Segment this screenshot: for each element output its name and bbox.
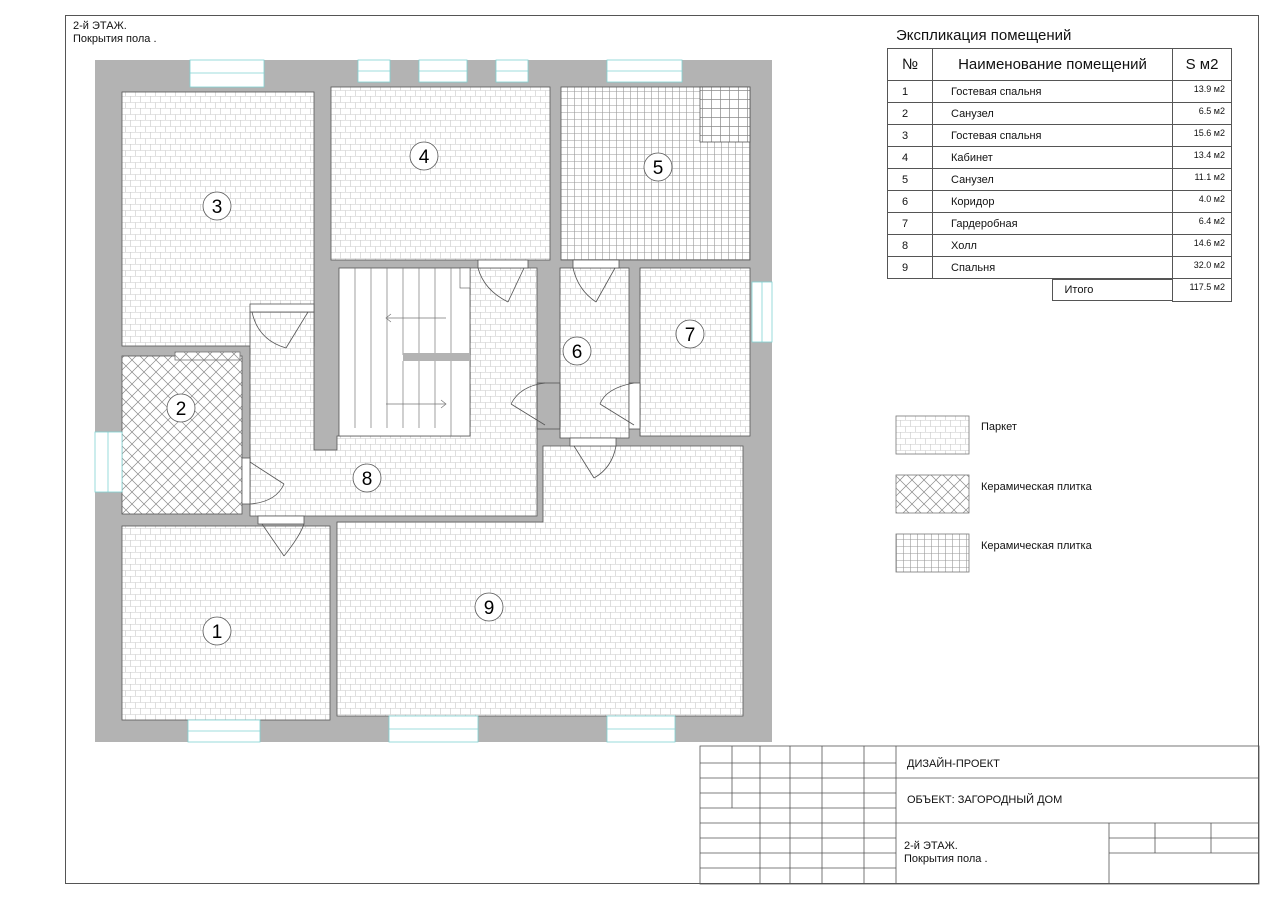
room-label-1 (203, 617, 231, 645)
title-block-floor: 2-й ЭТАЖ. (904, 840, 958, 852)
stair-rail (460, 268, 470, 288)
header-number: № (888, 49, 933, 81)
row-area: 13.9 м2 (1173, 81, 1232, 103)
stair-landing-wall (403, 353, 470, 361)
row-area: 15.6 м2 (1173, 125, 1232, 147)
staircase (339, 268, 470, 436)
room-label-2 (167, 394, 195, 422)
row-number: 2 (888, 103, 933, 125)
row-name: Кабинет (933, 147, 1173, 169)
room-label-8 (353, 464, 381, 492)
explication-header-row (888, 49, 1232, 81)
row-number: 5 (888, 169, 933, 191)
row-name: Гостевая спальня (933, 81, 1173, 103)
legend-label-square-tile: Керамическая плитка (981, 540, 1092, 552)
room-number-2: 2 (175, 399, 187, 420)
table-row (888, 191, 1232, 213)
row-name: Санузел (933, 169, 1173, 191)
row-area: 13.4 м2 (1173, 147, 1232, 169)
row-number: 6 (888, 191, 933, 213)
room-label-9 (475, 593, 503, 621)
explication-table (887, 48, 1232, 302)
legend-swatch-square-tile (896, 534, 969, 572)
table-row (888, 257, 1232, 279)
row-name: Санузел (933, 103, 1173, 125)
header-area: S м2 (1173, 49, 1232, 81)
room-7-floor (640, 268, 750, 436)
row-area: 11.1 м2 (1173, 169, 1232, 191)
room-label-5 (644, 153, 672, 181)
room-number-8: 8 (361, 469, 373, 490)
row-name: Спальня (933, 257, 1173, 279)
table-row (888, 81, 1232, 103)
row-name: Гардеробная (933, 213, 1173, 235)
subject-label: Покрытия пола . (73, 33, 157, 45)
room-label-7 (676, 320, 704, 348)
room-label-6 (563, 337, 591, 365)
table-row (888, 169, 1232, 191)
title-block-object: ОБЪЕКТ: ЗАГОРОДНЫЙ ДОМ (907, 794, 1063, 806)
legend-swatch-diagonal-tile (896, 475, 969, 513)
floor-label: 2-й ЭТАЖ. (73, 20, 127, 32)
row-area: 32.0 м2 (1173, 257, 1232, 279)
row-number: 4 (888, 147, 933, 169)
total-row (888, 279, 1232, 302)
room-number-1: 1 (211, 622, 223, 643)
row-name: Гостевая спальня (933, 125, 1173, 147)
legend-label-diagonal-tile: Керамическая плитка (981, 481, 1092, 493)
total-value: 117.5 м2 (1173, 279, 1232, 302)
room-number-3: 3 (211, 197, 223, 218)
room-label-4 (410, 142, 438, 170)
room-4-floor (331, 87, 550, 260)
explication-title: Экспликация помещений (896, 27, 1072, 44)
legend-label-parquet: Паркет (981, 421, 1017, 433)
table-row (888, 235, 1232, 257)
table-row (888, 213, 1232, 235)
table-row (888, 103, 1232, 125)
total-label: Итого (1052, 279, 1173, 301)
room-2-floor (122, 356, 242, 514)
room-number-7: 7 (684, 325, 696, 346)
row-number: 8 (888, 235, 933, 257)
row-area: 6.5 м2 (1173, 103, 1232, 125)
room-number-9: 9 (483, 598, 495, 619)
room-number-5: 5 (652, 158, 664, 179)
room-5-shower (700, 87, 750, 142)
row-area: 14.6 м2 (1173, 235, 1232, 257)
header-name: Наименование помещений (933, 49, 1173, 81)
row-area: 6.4 м2 (1173, 213, 1232, 235)
title-block-subject: Покрытия пола . (904, 853, 988, 865)
row-number: 7 (888, 213, 933, 235)
room-number-6: 6 (571, 342, 583, 363)
row-name: Коридор (933, 191, 1173, 213)
row-area: 4.0 м2 (1173, 191, 1232, 213)
title-block-project: ДИЗАЙН-ПРОЕКТ (907, 758, 1000, 770)
table-row (888, 125, 1232, 147)
room-label-3 (203, 192, 231, 220)
row-name: Холл (933, 235, 1173, 257)
room-number-4: 4 (418, 147, 430, 168)
legend-swatch-parquet (896, 416, 969, 454)
row-number: 3 (888, 125, 933, 147)
row-number: 1 (888, 81, 933, 103)
row-number: 9 (888, 257, 933, 279)
table-row (888, 147, 1232, 169)
